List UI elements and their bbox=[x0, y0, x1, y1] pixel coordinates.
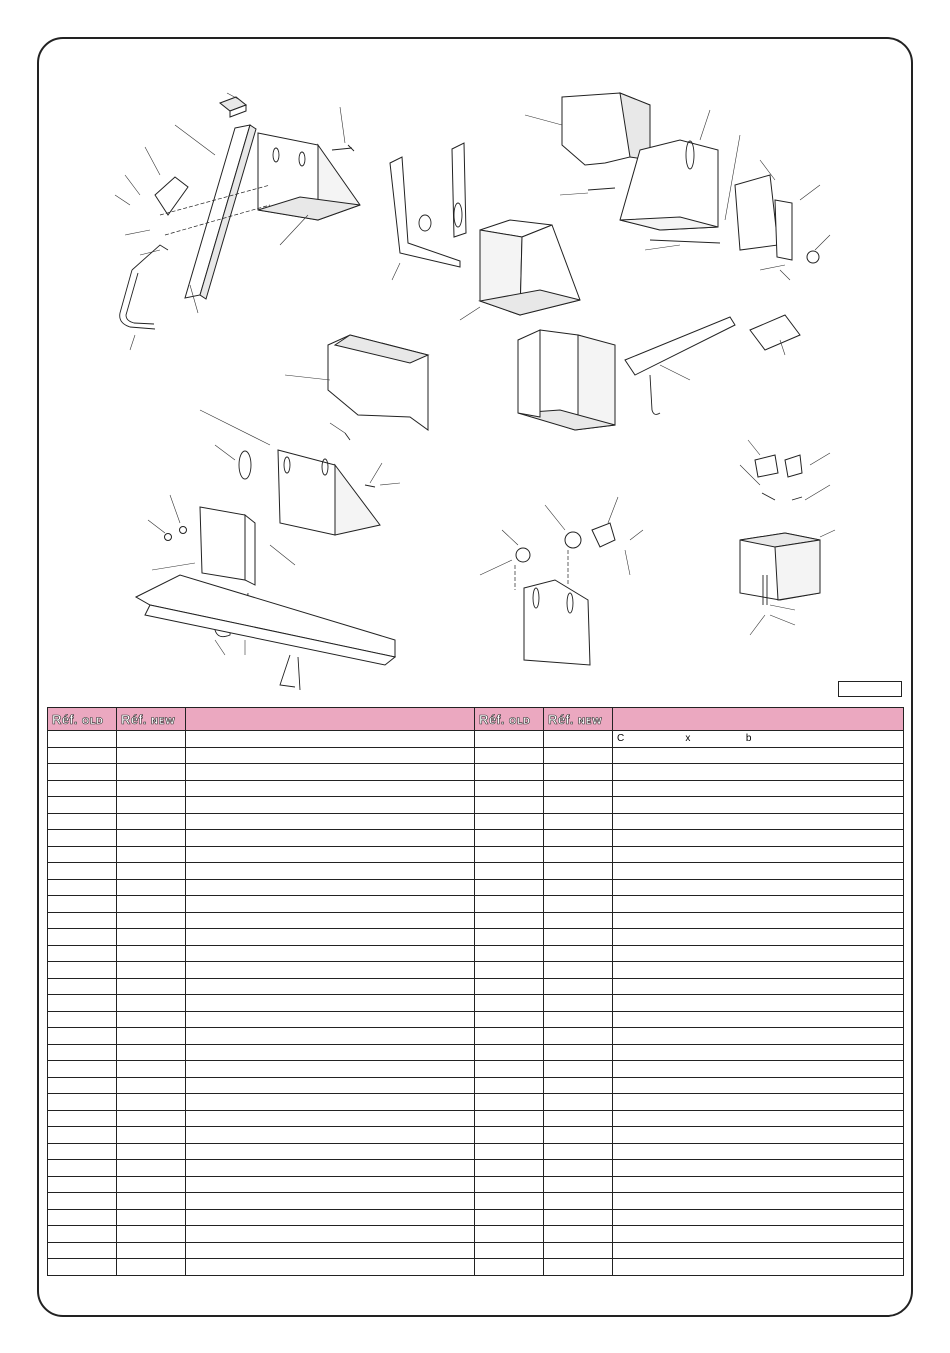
table-cell bbox=[117, 1160, 186, 1177]
table-cell bbox=[186, 929, 475, 946]
table-cell bbox=[186, 813, 475, 830]
table-cell bbox=[544, 846, 613, 863]
table-cell bbox=[117, 912, 186, 929]
table-cell bbox=[48, 1242, 117, 1259]
table-cell bbox=[186, 995, 475, 1012]
table-cell bbox=[613, 747, 904, 764]
table-cell bbox=[48, 1193, 117, 1210]
table-row bbox=[48, 1028, 904, 1045]
table-cell bbox=[475, 1193, 544, 1210]
table-cell bbox=[613, 879, 904, 896]
table-cell bbox=[117, 747, 186, 764]
table-cell bbox=[48, 962, 117, 979]
table-cell bbox=[475, 1061, 544, 1078]
table-row bbox=[48, 929, 904, 946]
table-cell bbox=[613, 978, 904, 995]
table-cell bbox=[475, 1077, 544, 1094]
table-cell bbox=[613, 1077, 904, 1094]
table-cell bbox=[117, 1094, 186, 1111]
parts-table-body bbox=[48, 731, 904, 1276]
table-cell bbox=[48, 1259, 117, 1276]
table-row bbox=[48, 813, 904, 830]
table-cell bbox=[475, 830, 544, 847]
table-cell bbox=[117, 863, 186, 880]
table-cell bbox=[186, 1011, 475, 1028]
table-cell bbox=[186, 1242, 475, 1259]
table-row bbox=[48, 797, 904, 814]
table-row bbox=[48, 1044, 904, 1061]
table-cell bbox=[475, 863, 544, 880]
table-cell bbox=[186, 879, 475, 896]
table-row bbox=[48, 830, 904, 847]
table-cell bbox=[186, 1044, 475, 1061]
table-cell bbox=[613, 863, 904, 880]
table-cell bbox=[475, 912, 544, 929]
table-cell bbox=[613, 896, 904, 913]
table-row bbox=[48, 978, 904, 995]
table-cell bbox=[117, 962, 186, 979]
table-row bbox=[48, 731, 904, 748]
table-cell bbox=[613, 912, 904, 929]
table-cell bbox=[117, 1242, 186, 1259]
table-cell bbox=[475, 945, 544, 962]
table-cell bbox=[48, 863, 117, 880]
table-row bbox=[48, 1094, 904, 1111]
table-cell bbox=[117, 945, 186, 962]
table-cell bbox=[475, 780, 544, 797]
table-cell bbox=[48, 1209, 117, 1226]
bracket-assembly-middle-left bbox=[200, 335, 428, 535]
table-cell bbox=[186, 1077, 475, 1094]
table-cell bbox=[48, 1110, 117, 1127]
table-cell bbox=[117, 1127, 186, 1144]
table-cell bbox=[475, 1143, 544, 1160]
header-ref-old-left: Réf. OLD bbox=[48, 708, 117, 731]
table-cell bbox=[48, 1011, 117, 1028]
table-cell bbox=[186, 1127, 475, 1144]
table-row bbox=[48, 912, 904, 929]
table-cell bbox=[48, 912, 117, 929]
table-cell bbox=[48, 764, 117, 781]
table-cell bbox=[544, 764, 613, 781]
table-cell bbox=[186, 1176, 475, 1193]
table-cell bbox=[475, 929, 544, 946]
table-row bbox=[48, 896, 904, 913]
table-cell bbox=[117, 764, 186, 781]
table-cell bbox=[613, 797, 904, 814]
table-row bbox=[48, 1242, 904, 1259]
table-cell bbox=[613, 846, 904, 863]
table-cell bbox=[186, 863, 475, 880]
table-row bbox=[48, 1110, 904, 1127]
table-cell bbox=[544, 896, 613, 913]
table-cell bbox=[544, 879, 613, 896]
table-cell bbox=[117, 929, 186, 946]
table-cell bbox=[117, 1209, 186, 1226]
table-cell bbox=[48, 747, 117, 764]
table-cell bbox=[186, 896, 475, 913]
table-cell bbox=[613, 1094, 904, 1111]
table-cell bbox=[544, 962, 613, 979]
table-cell bbox=[613, 1143, 904, 1160]
table-cell bbox=[117, 896, 186, 913]
table-cell bbox=[186, 912, 475, 929]
table-row bbox=[48, 1160, 904, 1177]
exploded-parts-diagram bbox=[40, 45, 910, 705]
table-cell bbox=[48, 896, 117, 913]
table-cell bbox=[48, 995, 117, 1012]
table-cell bbox=[544, 995, 613, 1012]
table-cell bbox=[186, 1143, 475, 1160]
table-cell bbox=[613, 1209, 904, 1226]
table-cell bbox=[117, 1176, 186, 1193]
table-row bbox=[48, 1011, 904, 1028]
table-cell bbox=[544, 813, 613, 830]
table-row bbox=[48, 1209, 904, 1226]
table-cell bbox=[475, 962, 544, 979]
table-cell bbox=[117, 1193, 186, 1210]
table-cell bbox=[544, 1011, 613, 1028]
table-cell bbox=[186, 962, 475, 979]
table-cell bbox=[186, 1110, 475, 1127]
table-row bbox=[48, 846, 904, 863]
table-cell bbox=[117, 830, 186, 847]
table-cell bbox=[613, 813, 904, 830]
header-description-left bbox=[186, 708, 475, 731]
table-cell bbox=[613, 929, 904, 946]
table-cell bbox=[186, 1193, 475, 1210]
table-cell bbox=[544, 830, 613, 847]
table-cell bbox=[48, 945, 117, 962]
table-cell bbox=[544, 780, 613, 797]
table-cell bbox=[613, 1193, 904, 1210]
table-cell bbox=[544, 1077, 613, 1094]
table-cell bbox=[613, 1127, 904, 1144]
table-cell bbox=[475, 995, 544, 1012]
table-cell bbox=[613, 1259, 904, 1276]
table-cell bbox=[544, 978, 613, 995]
table-row bbox=[48, 1061, 904, 1078]
table-cell bbox=[186, 1209, 475, 1226]
table-cell bbox=[475, 797, 544, 814]
table-row bbox=[48, 780, 904, 797]
table-cell bbox=[475, 1226, 544, 1243]
table-cell bbox=[544, 1143, 613, 1160]
table-cell bbox=[475, 896, 544, 913]
table-cell bbox=[186, 797, 475, 814]
bracket-assembly-top-left bbox=[115, 93, 360, 350]
table-cell bbox=[544, 1209, 613, 1226]
table-cell bbox=[48, 879, 117, 896]
table-cell bbox=[613, 945, 904, 962]
table-cell bbox=[117, 1011, 186, 1028]
table-row bbox=[48, 962, 904, 979]
table-row bbox=[48, 863, 904, 880]
table-cell bbox=[48, 1127, 117, 1144]
table-cell bbox=[475, 978, 544, 995]
table-cell bbox=[48, 1143, 117, 1160]
table-cell bbox=[544, 1259, 613, 1276]
table-cell bbox=[186, 764, 475, 781]
table-cell bbox=[186, 1028, 475, 1045]
table-row bbox=[48, 995, 904, 1012]
header-description-right bbox=[613, 708, 904, 731]
table-cell bbox=[48, 1094, 117, 1111]
table-cell bbox=[48, 1028, 117, 1045]
table-cell bbox=[117, 1226, 186, 1243]
table-cell bbox=[544, 797, 613, 814]
table-row bbox=[48, 747, 904, 764]
table-cell bbox=[475, 1044, 544, 1061]
table-cell bbox=[475, 813, 544, 830]
table-cell bbox=[117, 978, 186, 995]
table-cell bbox=[117, 1044, 186, 1061]
table-cell bbox=[544, 1028, 613, 1045]
bracket-assembly-middle-right bbox=[518, 315, 800, 430]
table-cell bbox=[544, 1226, 613, 1243]
table-cell bbox=[48, 978, 117, 995]
table-cell bbox=[186, 1160, 475, 1177]
table-cell bbox=[48, 780, 117, 797]
table-cell bbox=[48, 1061, 117, 1078]
table-cell bbox=[475, 1011, 544, 1028]
table-row bbox=[48, 1226, 904, 1243]
table-cell bbox=[613, 1226, 904, 1243]
table-cell bbox=[48, 846, 117, 863]
table-cell bbox=[544, 929, 613, 946]
table-cell bbox=[117, 1143, 186, 1160]
table-cell bbox=[544, 1094, 613, 1111]
table-cell bbox=[186, 945, 475, 962]
table-cell bbox=[544, 863, 613, 880]
table-row bbox=[48, 764, 904, 781]
table-cell bbox=[186, 1094, 475, 1111]
table-cell bbox=[613, 1028, 904, 1045]
table-cell bbox=[475, 1110, 544, 1127]
table-cell bbox=[48, 1176, 117, 1193]
reference-code-box bbox=[838, 681, 902, 697]
table-cell bbox=[613, 1044, 904, 1061]
table-cell bbox=[544, 1176, 613, 1193]
table-cell bbox=[117, 995, 186, 1012]
table-cell bbox=[117, 797, 186, 814]
table-cell bbox=[475, 1176, 544, 1193]
table-cell bbox=[475, 1242, 544, 1259]
table-cell bbox=[48, 929, 117, 946]
bracket-assembly-top-center bbox=[390, 143, 580, 320]
bracket-assembly-top-right bbox=[525, 93, 830, 280]
table-cell bbox=[117, 1259, 186, 1276]
table-cell bbox=[186, 747, 475, 764]
table-cell bbox=[186, 830, 475, 847]
table-cell bbox=[117, 1061, 186, 1078]
table-cell bbox=[544, 1110, 613, 1127]
table-row bbox=[48, 1143, 904, 1160]
table-cell bbox=[475, 1209, 544, 1226]
table-cell bbox=[117, 813, 186, 830]
table-cell bbox=[613, 830, 904, 847]
bracket-assembly-bottom-right bbox=[740, 440, 835, 635]
table-row bbox=[48, 945, 904, 962]
table-cell bbox=[186, 1061, 475, 1078]
table-cell bbox=[48, 1226, 117, 1243]
table-cell bbox=[48, 1077, 117, 1094]
table-cell bbox=[544, 945, 613, 962]
table-row bbox=[48, 1259, 904, 1276]
table-cell bbox=[475, 1259, 544, 1276]
table-cell bbox=[186, 1259, 475, 1276]
table-header-row bbox=[48, 708, 904, 731]
parts-table bbox=[47, 707, 904, 1276]
table-cell bbox=[475, 747, 544, 764]
table-cell bbox=[475, 846, 544, 863]
table-cell bbox=[475, 1127, 544, 1144]
table-cell bbox=[117, 846, 186, 863]
header-ref-old-right: Réf. OLD bbox=[475, 708, 544, 731]
table-cell bbox=[48, 797, 117, 814]
table-cell bbox=[117, 1110, 186, 1127]
bracket-assembly-bottom-center bbox=[480, 497, 643, 665]
table-cell bbox=[117, 1028, 186, 1045]
table-cell bbox=[475, 1160, 544, 1177]
table-cell bbox=[544, 1044, 613, 1061]
table-cell bbox=[186, 846, 475, 863]
table-cell bbox=[544, 747, 613, 764]
table-row bbox=[48, 1193, 904, 1210]
table-row bbox=[48, 879, 904, 896]
header-ref-new-right: Réf. NEW bbox=[544, 708, 613, 731]
table-cell bbox=[48, 1044, 117, 1061]
table-cell bbox=[613, 1160, 904, 1177]
table-cell bbox=[613, 995, 904, 1012]
table-cell bbox=[613, 1110, 904, 1127]
table-cell bbox=[117, 780, 186, 797]
header-ref-new-left: Réf. NEW bbox=[117, 708, 186, 731]
table-row bbox=[48, 1127, 904, 1144]
table-cell bbox=[544, 1193, 613, 1210]
table-row bbox=[48, 1176, 904, 1193]
table-cell bbox=[475, 879, 544, 896]
table-cell bbox=[544, 1127, 613, 1144]
table-cell bbox=[475, 764, 544, 781]
table-cell bbox=[48, 813, 117, 830]
table-cell bbox=[544, 912, 613, 929]
table-cell bbox=[613, 1011, 904, 1028]
table-cell bbox=[117, 879, 186, 896]
table-cell bbox=[613, 1176, 904, 1193]
table-cell bbox=[613, 1061, 904, 1078]
table-cell bbox=[544, 1242, 613, 1259]
table-cell bbox=[186, 1226, 475, 1243]
table-cell bbox=[475, 1094, 544, 1111]
table-row bbox=[48, 1077, 904, 1094]
description-cell: C x b bbox=[613, 731, 904, 748]
table-cell bbox=[186, 978, 475, 995]
table-cell bbox=[544, 1061, 613, 1078]
table-cell bbox=[613, 764, 904, 781]
table-cell bbox=[475, 1028, 544, 1045]
table-cell bbox=[48, 830, 117, 847]
table-cell bbox=[613, 962, 904, 979]
table-cell bbox=[48, 1160, 117, 1177]
table-cell bbox=[117, 1077, 186, 1094]
table-cell bbox=[544, 1160, 613, 1177]
table-cell bbox=[613, 780, 904, 797]
table-cell bbox=[186, 780, 475, 797]
table-cell bbox=[613, 1242, 904, 1259]
